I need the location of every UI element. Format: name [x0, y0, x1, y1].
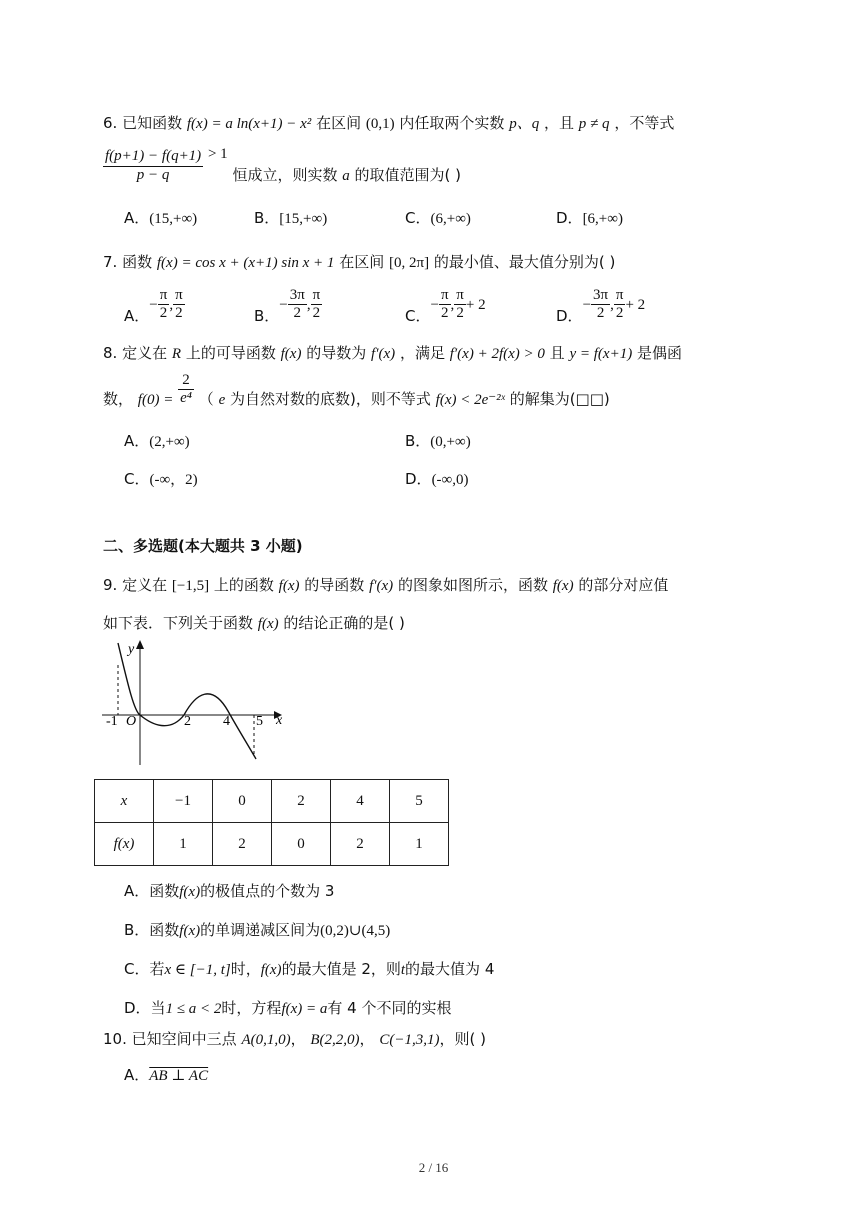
q6-option-d[interactable]: D．[6,+∞) [556, 209, 623, 227]
q6-number: 6. [103, 114, 118, 132]
q7-option-a[interactable]: A．− $\frac{\pi}{2}$ , $\frac{\pi}{2}$ [124, 287, 183, 325]
q6-option-a[interactable]: A．(15,+∞) [124, 209, 198, 227]
derivative-curve [118, 643, 256, 759]
y-axis-arrow [136, 640, 144, 649]
q6-line1: 6. 已知函数 f(x) = a ln(x+1) − x² 在区间 (0,1) 内任取两个实数 p、q ，且 p ≠ q ，不等式 [103, 114, 675, 132]
graph-y-label: y [128, 642, 135, 657]
point-a: A(0,1,0) [241, 1032, 291, 1048]
table-cell: 5 [390, 780, 449, 823]
q7-line1: 7. 函数 f(x) = cos x + (x+1) sin x + 1 在区间 [0, 2π] 的最小值、最大值分别为( ) [103, 253, 616, 271]
q6-function: f(x) = a ln(x+1) − x² [186, 116, 312, 132]
table-cell: 2 [213, 823, 272, 866]
table-cell: 1 [154, 823, 213, 866]
table-cell: 0 [213, 780, 272, 823]
point-c: C(−1,3,1) [379, 1032, 440, 1048]
q10-line1: 10. 已知空间中三点 A(0,1,0)， B(2,2,0)， C(−1,3,1)，则( ) [103, 1030, 486, 1048]
q6-line2: $\frac{f(p+1) - f(q+1)}{p - q}$ > 1 恒成立，则实数 a 的取值范围为( ) [105, 146, 462, 184]
point-b: B(2,2,0) [310, 1032, 360, 1048]
q8-fraction: $\frac{2}{\text{e⁴}}$ [180, 372, 192, 407]
q7-option-c[interactable]: C．− $\frac{\pi}{2}$ , $\frac{\pi}{2}$ + 2 [405, 287, 486, 325]
q7-number: 7. [103, 253, 118, 271]
table-cell: f(x) [95, 823, 154, 866]
q9-line1: 9. 定义在 [−1,5] 上的函数 f(x) 的导函数 f′(x) 的图象如图所示，函数 f(x) 的部分对应值 [103, 576, 669, 594]
q8-line2: 数， f(0) = $\frac{2}{\text{e⁴}}$ （ e 为自然对数的底数)，则不等式 f(x) < 2e⁻²ˣ 的解集为(□□) [103, 372, 610, 408]
table-cell: 1 [390, 823, 449, 866]
graph-tick-4: 4 [223, 714, 230, 729]
table-cell: −1 [154, 780, 213, 823]
q6-fraction: $\frac{f(p+1) - f(q+1)}{p - q}$ [105, 148, 202, 183]
q8-number: 8. [103, 344, 118, 362]
q8-option-b[interactable]: B．(0,+∞) [405, 432, 471, 450]
q9-option-b[interactable]: B．函数f(x)的单调递减区间为(0,2)∪(4,5) [124, 921, 391, 939]
table-cell: 4 [331, 780, 390, 823]
graph-x-label: x [276, 713, 283, 728]
graph-tick-neg1: -1 [106, 714, 118, 729]
q10-number: 10. [103, 1030, 127, 1048]
q9-number: 9. [103, 576, 118, 594]
q9-option-c[interactable]: C．若x ∈ [−1, t]时，f(x)的最大值是 2，则t的最大值为 4 [124, 960, 495, 978]
q9-line2: 如下表．下列关于函数 f(x) 的结论正确的是( ) [103, 614, 405, 632]
q6-option-c[interactable]: C．(6,+∞) [405, 209, 471, 227]
q10-option-a[interactable]: A．AB ⊥ AC [124, 1066, 209, 1084]
graph-tick-2: 2 [184, 714, 191, 729]
page-number: 2 / 16 [418, 1160, 449, 1175]
q8-option-c[interactable]: C．(-∞，2) [124, 470, 198, 488]
q9-option-a[interactable]: A．函数f(x)的极值点的个数为 3 [124, 882, 335, 900]
table-cell: 0 [272, 823, 331, 866]
q6-option-b[interactable]: B．[15,+∞) [254, 209, 328, 227]
q8-line1: 8. 定义在 R 上的可导函数 f(x) 的导数为 f′(x) ，满足 f′(x) + 2f(x) > 0 且 y = f(x+1) 是偶函 [103, 344, 682, 362]
section-heading: 二、多选题(本大题共 3 小题) [103, 537, 303, 555]
q7-option-b[interactable]: B．− $\frac{3\pi}{2}$ , $\frac{\pi}{2}$ [254, 287, 321, 325]
q9-option-d[interactable]: D．当1 ≤ a < 2时，方程f(x) = a有 4 个不同的实根 [124, 999, 452, 1017]
table-cell: 2 [331, 823, 390, 866]
table-row [95, 823, 449, 866]
q8-option-d[interactable]: D．(-∞,0) [405, 470, 469, 488]
table-row [95, 780, 449, 823]
q7-function: f(x) = cos x + (x+1) sin x + 1 [156, 255, 335, 271]
table-cell: 2 [272, 780, 331, 823]
table-cell: x [95, 780, 154, 823]
q8-option-a[interactable]: A．(2,+∞) [124, 432, 190, 450]
graph-origin-label: O [126, 714, 137, 729]
value-table [94, 779, 449, 866]
q7-option-d[interactable]: D．− $\frac{3\pi}{2}$ , $\frac{\pi}{2}$ + 2 [556, 287, 646, 325]
derivative-graph [100, 635, 300, 770]
graph-tick-5: 5 [256, 714, 263, 729]
